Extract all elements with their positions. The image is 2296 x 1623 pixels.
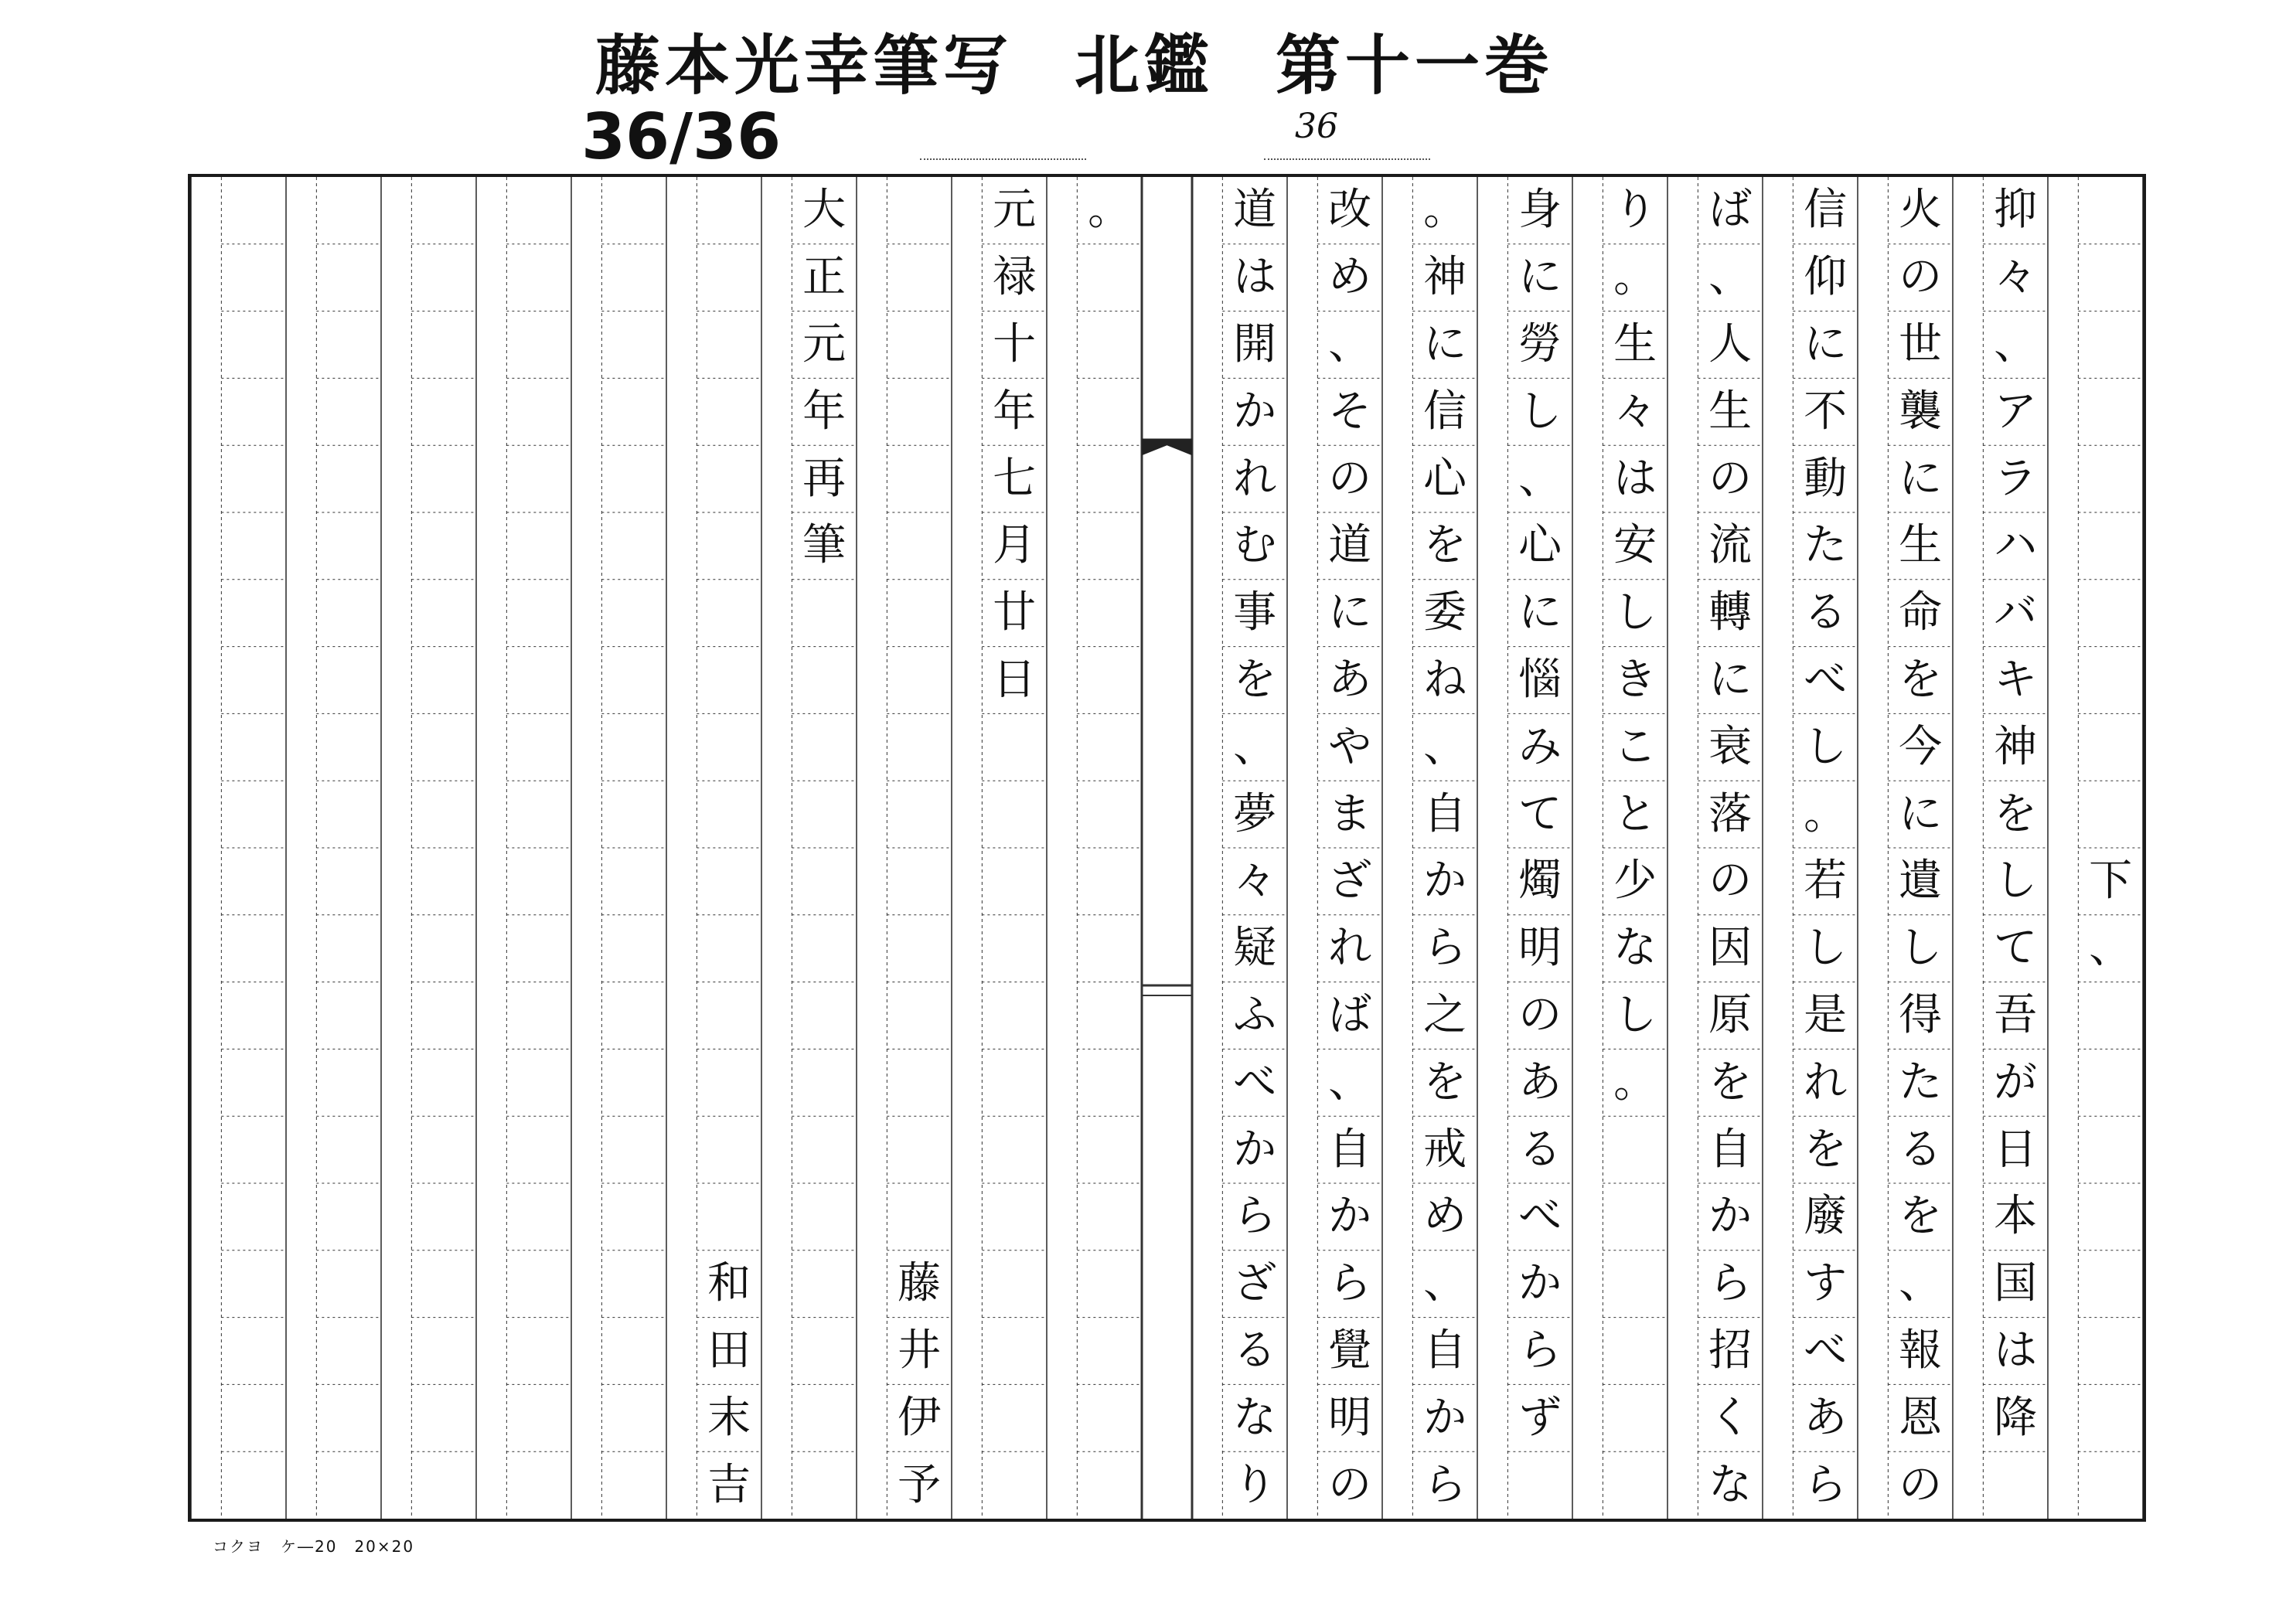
manuscript-char: 道 xyxy=(1328,520,1372,571)
manuscript-char: 安 xyxy=(1613,520,1657,571)
manuscript-column xyxy=(982,177,1047,713)
manuscript-char xyxy=(697,915,761,982)
manuscript-char xyxy=(2078,445,2143,512)
manuscript-char: 流 xyxy=(1708,520,1753,571)
manuscript-char: こ xyxy=(1613,721,1657,772)
manuscript-char: 、 xyxy=(1708,252,1753,303)
manuscript-char xyxy=(887,915,952,982)
manuscript-char: 、 xyxy=(1994,318,2038,369)
manuscript-char: 少 xyxy=(1613,856,1657,907)
manuscript-char: 末 xyxy=(707,1392,751,1443)
manuscript-char: ば xyxy=(1328,989,1372,1040)
manuscript-char: べ xyxy=(1804,1325,1848,1376)
manuscript-char: を xyxy=(1994,788,2038,839)
manuscript-char: ら xyxy=(1423,923,1467,974)
manuscript-char: き xyxy=(1613,654,1657,705)
manuscript-column xyxy=(1793,177,1858,1519)
manuscript-char: を xyxy=(1804,1124,1848,1175)
manuscript-column xyxy=(1507,177,1572,1451)
manuscript-char: か xyxy=(1518,1258,1562,1309)
manuscript-char xyxy=(887,781,952,848)
manuscript-char: 是 xyxy=(1804,989,1848,1040)
manuscript-char: 委 xyxy=(1423,587,1467,638)
manuscript-char: ら xyxy=(1328,1258,1372,1309)
manuscript-char: ず xyxy=(1518,1392,1562,1443)
manuscript-char: 正 xyxy=(802,252,847,303)
manuscript-char: 降 xyxy=(1994,1392,2038,1443)
manuscript-char: の xyxy=(1518,989,1562,1040)
gutter-marker-top xyxy=(1142,439,1192,456)
manuscript-char: た xyxy=(1899,1056,1943,1108)
paper-brand-label: コクヨ ケ―20 20×20 xyxy=(213,1537,415,1556)
manuscript-char xyxy=(697,311,761,379)
manuscript-char xyxy=(887,1116,952,1183)
manuscript-char: 自 xyxy=(1328,1124,1372,1175)
blank-line-right xyxy=(1264,158,1430,160)
manuscript-char: を xyxy=(1899,654,1943,705)
manuscript-char xyxy=(887,580,952,647)
manuscript-char: 若 xyxy=(1804,856,1848,907)
manuscript-char: 。 xyxy=(1804,788,1848,839)
manuscript-char: 々 xyxy=(1994,252,2038,303)
manuscript-char: に xyxy=(1708,654,1753,705)
manuscript-char: 動 xyxy=(1804,453,1848,504)
manuscript-char: 。 xyxy=(1088,185,1132,236)
manuscript-char: べ xyxy=(1233,1056,1277,1108)
manuscript-char: 和 xyxy=(707,1258,751,1309)
manuscript-char: 元 xyxy=(802,318,847,369)
manuscript-char: に xyxy=(1423,318,1467,369)
manuscript-char: の xyxy=(1708,856,1753,907)
manuscript-char: ら xyxy=(1708,1258,1753,1309)
manuscript-char: 、 xyxy=(1423,721,1467,772)
manuscript-char: 惱 xyxy=(1518,654,1562,705)
manuscript-char: 国 xyxy=(1994,1258,2038,1309)
manuscript-char: 命 xyxy=(1899,587,1943,638)
manuscript-char xyxy=(2078,713,2143,781)
manuscript-char xyxy=(2078,580,2143,647)
manuscript-char xyxy=(2078,781,2143,848)
manuscript-char: 因 xyxy=(1708,923,1753,974)
manuscript-char: や xyxy=(1328,721,1372,772)
manuscript-char xyxy=(697,982,761,1050)
manuscript-char: 明 xyxy=(1518,923,1562,974)
manuscript-char: ざ xyxy=(1328,856,1372,907)
manuscript-char: を xyxy=(1423,1056,1467,1108)
manuscript-char: な xyxy=(1708,1459,1753,1510)
manuscript-column xyxy=(1603,177,1667,1116)
manuscript-char: 自 xyxy=(1423,788,1467,839)
manuscript-char: 、 xyxy=(1518,453,1562,504)
manuscript-char: に xyxy=(1328,587,1372,638)
manuscript-char xyxy=(697,848,761,915)
manuscript-column xyxy=(1888,177,1953,1519)
manuscript-char: な xyxy=(1233,1392,1277,1443)
manuscript-char: る xyxy=(1518,1124,1562,1175)
manuscript-char: 燭 xyxy=(1518,856,1562,907)
manuscript-char xyxy=(887,1183,952,1250)
manuscript-char: し xyxy=(1613,989,1657,1040)
manuscript-char: 藤 xyxy=(898,1258,942,1309)
manuscript-char: 神 xyxy=(1994,721,2038,772)
manuscript-char: 大 xyxy=(802,185,847,236)
manuscript-char: 抑 xyxy=(1994,185,2038,236)
manuscript-char: る xyxy=(1899,1124,1943,1175)
manuscript-char: 月 xyxy=(993,520,1037,571)
manuscript-char: 落 xyxy=(1708,788,1753,839)
manuscript-char: 轉 xyxy=(1708,587,1753,638)
manuscript-char: の xyxy=(1328,1459,1372,1510)
manuscript-char: べ xyxy=(1804,654,1848,705)
manuscript-char: 招 xyxy=(1708,1325,1753,1376)
manuscript-char: 七 xyxy=(993,453,1037,504)
manuscript-char: ら xyxy=(1804,1459,1848,1510)
manuscript-char: て xyxy=(1518,788,1562,839)
manuscript-char: 伊 xyxy=(898,1392,942,1443)
manuscript-char xyxy=(2078,512,2143,580)
manuscript-char: 禄 xyxy=(993,252,1037,303)
manuscript-column xyxy=(1077,177,1142,244)
manuscript-char: 戒 xyxy=(1423,1124,1467,1175)
manuscript-char: 衰 xyxy=(1708,721,1753,772)
manuscript-column xyxy=(1698,177,1763,1519)
manuscript-char xyxy=(697,378,761,445)
manuscript-char: れ xyxy=(1233,453,1277,504)
manuscript-char: く xyxy=(1708,1392,1753,1443)
manuscript-char xyxy=(2078,378,2143,445)
manuscript-grid xyxy=(188,174,2146,1522)
manuscript-char xyxy=(887,177,952,244)
manuscript-char: 開 xyxy=(1233,318,1277,369)
manuscript-char: か xyxy=(1233,386,1277,437)
manuscript-char: か xyxy=(1423,1392,1467,1443)
manuscript-char: 廢 xyxy=(1804,1191,1848,1242)
manuscript-char: 日 xyxy=(993,654,1037,705)
manuscript-char: た xyxy=(1804,520,1848,571)
manuscript-char: に xyxy=(1518,587,1562,638)
manuscript-char: を xyxy=(1423,520,1467,571)
manuscript-char: 道 xyxy=(1233,185,1277,236)
blank-line-left xyxy=(920,158,1086,160)
manuscript-char: め xyxy=(1328,252,1372,303)
manuscript-char xyxy=(2078,647,2143,714)
manuscript-char: な xyxy=(1613,923,1657,974)
manuscript-char xyxy=(887,445,952,512)
manuscript-char: か xyxy=(1328,1191,1372,1242)
manuscript-char: 十 xyxy=(993,318,1037,369)
manuscript-char: 信 xyxy=(1423,386,1467,437)
manuscript-char: 生 xyxy=(1708,386,1753,437)
manuscript-char xyxy=(697,647,761,714)
manuscript-char: 襲 xyxy=(1899,386,1943,437)
manuscript-char xyxy=(697,512,761,580)
manuscript-char xyxy=(887,982,952,1050)
manuscript-char xyxy=(697,580,761,647)
manuscript-char xyxy=(2078,311,2143,379)
manuscript-char xyxy=(887,244,952,311)
manuscript-column xyxy=(2078,177,2143,982)
manuscript-char: し xyxy=(1804,923,1848,974)
manuscript-char: 人 xyxy=(1708,318,1753,369)
manuscript-char: し xyxy=(1613,587,1657,638)
manuscript-char: 、 xyxy=(1233,721,1277,772)
manuscript-char: れ xyxy=(1328,923,1372,974)
manuscript-char: は xyxy=(1233,252,1277,303)
manuscript-char: 再 xyxy=(802,453,847,504)
manuscript-char: バ xyxy=(1994,587,2038,638)
manuscript-char: 自 xyxy=(1423,1325,1467,1376)
manuscript-char: 身 xyxy=(1518,185,1562,236)
manuscript-char: 夢 xyxy=(1233,788,1277,839)
manuscript-char: ま xyxy=(1328,788,1372,839)
manuscript-char: あ xyxy=(1804,1392,1848,1443)
manuscript-char: て xyxy=(1994,923,2038,974)
manuscript-char: 田 xyxy=(707,1325,751,1376)
manuscript-char: 本 xyxy=(1994,1191,2038,1242)
manuscript-column xyxy=(1983,177,2048,1451)
manuscript-char: は xyxy=(1994,1325,2038,1376)
manuscript-char: 報 xyxy=(1899,1325,1943,1376)
manuscript-char: 。 xyxy=(1613,252,1657,303)
manuscript-char: 、 xyxy=(1328,318,1372,369)
manuscript-char: 。 xyxy=(1613,1056,1657,1108)
manuscript-char: 事 xyxy=(1233,587,1277,638)
manuscript-char: し xyxy=(1899,923,1943,974)
manuscript-char: ざ xyxy=(1233,1258,1277,1309)
manuscript-char: 年 xyxy=(802,386,847,437)
manuscript-char: キ xyxy=(1994,654,2038,705)
title-volume: 第十一巻 xyxy=(1276,28,1555,104)
manuscript-char: 吉 xyxy=(707,1459,751,1510)
manuscript-char: 改 xyxy=(1328,185,1372,236)
title-book: 北鑑 xyxy=(1075,28,1214,104)
manuscript-char: に xyxy=(1804,318,1848,369)
manuscript-char xyxy=(887,378,952,445)
manuscript-column xyxy=(697,177,761,1519)
manuscript-char: に xyxy=(1899,453,1943,504)
manuscript-char xyxy=(2078,177,2143,244)
manuscript-char: ら xyxy=(1423,1459,1467,1510)
manuscript-char: の xyxy=(1328,453,1372,504)
manuscript-char: り xyxy=(1613,185,1657,236)
manuscript-char: 日 xyxy=(1994,1124,2038,1175)
manuscript-char: 恩 xyxy=(1899,1392,1943,1443)
manuscript-char: 自 xyxy=(1708,1124,1753,1175)
manuscript-char: ア xyxy=(1994,386,2038,437)
manuscript-char: 井 xyxy=(898,1325,942,1376)
manuscript-char: 今 xyxy=(1899,721,1943,772)
manuscript-char: を xyxy=(1708,1056,1753,1108)
manuscript-char: ね xyxy=(1423,654,1467,705)
manuscript-char: ば xyxy=(1708,185,1753,236)
manuscript-char: の xyxy=(1899,252,1943,303)
manuscript-char: あ xyxy=(1518,1056,1562,1108)
manuscript-char: 予 xyxy=(898,1459,942,1510)
manuscript-char: 。 xyxy=(1423,185,1467,236)
manuscript-char: を xyxy=(1233,654,1277,705)
manuscript-char: の xyxy=(1708,453,1753,504)
manuscript-char: 遺 xyxy=(1899,856,1943,907)
manuscript-char: み xyxy=(1518,721,1562,772)
manuscript-char: 、 xyxy=(1328,1056,1372,1108)
manuscript-char: る xyxy=(1233,1325,1277,1376)
manuscript-char: 信 xyxy=(1804,185,1848,236)
manuscript-char: し xyxy=(1994,856,2038,907)
manuscript-column xyxy=(792,177,857,580)
manuscript-char: ハ xyxy=(1994,520,2038,571)
manuscript-char xyxy=(697,1183,761,1250)
manuscript-char: 明 xyxy=(1328,1392,1372,1443)
manuscript-char xyxy=(887,1049,952,1116)
manuscript-char xyxy=(697,1049,761,1116)
manuscript-char: 生 xyxy=(1613,318,1657,369)
manuscript-char: ら xyxy=(1518,1325,1562,1376)
manuscript-column xyxy=(1412,177,1477,1519)
manuscript-char: を xyxy=(1899,1191,1943,1242)
manuscript-char: 勞 xyxy=(1518,318,1562,369)
manuscript-column xyxy=(1317,177,1382,1519)
manuscript-char xyxy=(697,177,761,244)
manuscript-char: は xyxy=(1613,453,1657,504)
manuscript-char: の xyxy=(1899,1459,1943,1510)
manuscript-char: に xyxy=(1899,788,1943,839)
manuscript-char: べ xyxy=(1518,1191,1562,1242)
manuscript-char: 、 xyxy=(1899,1258,1943,1309)
manuscript-char: 世 xyxy=(1899,318,1943,369)
manuscript-char: れ xyxy=(1804,1056,1848,1108)
manuscript-char: ふ xyxy=(1233,989,1277,1040)
manuscript-char xyxy=(887,848,952,915)
manuscript-char xyxy=(697,445,761,512)
manuscript-char: む xyxy=(1233,520,1277,571)
manuscript-char xyxy=(697,1116,761,1183)
manuscript-char: そ xyxy=(1328,386,1372,437)
manuscript-char: 心 xyxy=(1518,520,1562,571)
manuscript-char: か xyxy=(1233,1124,1277,1175)
manuscript-char xyxy=(697,781,761,848)
manuscript-char: か xyxy=(1708,1191,1753,1242)
manuscript-char: し xyxy=(1804,721,1848,772)
manuscript-char: 元 xyxy=(993,185,1037,236)
manuscript-char xyxy=(887,647,952,714)
manuscript-char: 得 xyxy=(1899,989,1943,1040)
manuscript-char: る xyxy=(1804,587,1848,638)
manuscript-char: め xyxy=(1423,1191,1467,1242)
manuscript-char: に xyxy=(1518,252,1562,303)
manuscript-char: 年 xyxy=(993,386,1037,437)
manuscript-char: 原 xyxy=(1708,989,1753,1040)
manuscript-char: 々 xyxy=(1613,386,1657,437)
manuscript-char: 下 xyxy=(2089,856,2133,907)
manuscript-char: 覺 xyxy=(1328,1325,1372,1376)
manuscript-char: ラ xyxy=(1994,453,2038,504)
manuscript-char: 吾 xyxy=(1994,989,2038,1040)
manuscript-char: 疑 xyxy=(1233,923,1277,974)
manuscript-char: 々 xyxy=(1233,856,1277,907)
manuscript-char: 不 xyxy=(1804,386,1848,437)
manuscript-char: 、 xyxy=(1423,1258,1467,1309)
manuscript-char: す xyxy=(1804,1258,1848,1309)
manuscript-char xyxy=(887,713,952,781)
manuscript-char xyxy=(887,512,952,580)
manuscript-char xyxy=(697,713,761,781)
page-number: 36 xyxy=(1295,107,1338,146)
page-counter: 36/36 xyxy=(581,100,782,174)
manuscript-char: が xyxy=(1994,1056,2038,1108)
manuscript-char: 心 xyxy=(1423,453,1467,504)
manuscript-char: 生 xyxy=(1899,520,1943,571)
manuscript-char: し xyxy=(1518,386,1562,437)
manuscript-char xyxy=(2078,244,2143,311)
manuscript-char: 筆 xyxy=(802,520,847,571)
page-title xyxy=(595,23,1616,108)
manuscript-char: か xyxy=(1423,856,1467,907)
manuscript-char: 、 xyxy=(2089,923,2133,974)
manuscript-char: 廿 xyxy=(993,587,1037,638)
manuscript-char: あ xyxy=(1328,654,1372,705)
manuscript-char: 神 xyxy=(1423,252,1467,303)
manuscript-char: 仰 xyxy=(1804,252,1848,303)
manuscript-char xyxy=(887,311,952,379)
manuscript-char: り xyxy=(1233,1459,1277,1510)
manuscript-char xyxy=(697,244,761,311)
manuscript-char: ら xyxy=(1233,1191,1277,1242)
manuscript-column xyxy=(887,177,952,1519)
title-main: 藤本光幸筆写 xyxy=(595,28,1013,104)
manuscript-char: 火 xyxy=(1899,185,1943,236)
manuscript-char: 之 xyxy=(1423,989,1467,1040)
manuscript-column xyxy=(1222,177,1287,1519)
manuscript-char: と xyxy=(1613,788,1657,839)
